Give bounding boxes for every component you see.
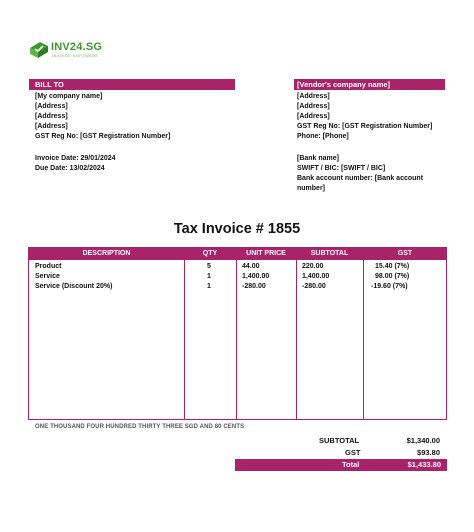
column-divider (236, 260, 237, 419)
col-header-qty: QTY (202, 250, 218, 257)
grand-total-bar (235, 459, 447, 471)
column-divider (184, 260, 185, 419)
invoice-date: Invoice Date: 29/01/2024 (35, 155, 116, 162)
amount-in-words: ONE THOUSAND FOUR HUNDRED THIRTY THREE SGD AND 80 CENTS (35, 424, 245, 430)
logo-icon (28, 40, 50, 60)
row-3-gst: -19.60 (7%) (371, 283, 408, 290)
vendor-header: [Vendor's company name] (294, 79, 445, 90)
invoice-dates (35, 154, 116, 174)
vendor-address-2: [Address] (297, 103, 330, 110)
logo-subtitle: INVOICE SOFTWARE (52, 53, 99, 58)
bill-to-address-2: [Address] (35, 113, 68, 120)
row-1-qty: 5 (207, 263, 211, 270)
row-2-subtotal: 1,400.00 (302, 273, 330, 280)
row-3-description: Service (Discount 20%) (35, 283, 113, 290)
row-1-gst: 15.40 (7%) (375, 263, 410, 270)
bill-to-address-1: [Address] (35, 103, 68, 110)
bill-to-company: [My company name] (35, 93, 103, 100)
subtotal-label: SUBTOTAL (319, 436, 360, 445)
gst-total-value: $93.80 (417, 448, 440, 457)
bank-details (297, 154, 447, 194)
column-divider (296, 260, 297, 419)
row-1-unit-price: 44.00 (242, 263, 260, 270)
column-divider (363, 260, 364, 419)
bank-name: [Bank name] (297, 155, 340, 162)
row-2-unit-price: 1,400.00 (242, 273, 270, 280)
row-1-description: Product (35, 263, 62, 270)
vendor-address-3: [Address] (297, 113, 330, 120)
bill-to-header: BILL TO (29, 79, 235, 90)
bill-to-address-3: [Address] (35, 123, 68, 130)
row-2-description: Service (35, 273, 60, 280)
due-date: Due Date: 13/02/2024 (35, 165, 105, 172)
col-header-description: DESCRIPTION (82, 250, 131, 257)
row-2-qty: 1 (207, 273, 211, 280)
company-logo (28, 38, 108, 62)
bank-swift: SWIFT / BIC: [SWIFT / BIC] (297, 165, 386, 172)
grand-total-label: Total (342, 460, 360, 469)
row-3-unit-price: -280.00 (242, 283, 266, 290)
gst-total-label: GST (345, 448, 361, 457)
table-header (29, 248, 446, 260)
items-table (28, 247, 447, 420)
vendor-address-1: [Address] (297, 93, 330, 100)
subtotal-value: $1,340.00 (406, 436, 440, 445)
row-3-subtotal: -280.00 (302, 283, 326, 290)
col-header-unit-price: UNIT PRICE (246, 250, 286, 257)
vendor-gst-reg: GST Reg No: [GST Registration Number] (297, 123, 433, 130)
col-header-gst: GST (397, 250, 413, 257)
row-2-gst: 98.00 (7%) (375, 273, 410, 280)
bill-to-block (35, 92, 170, 142)
row-1-subtotal: 220.00 (302, 263, 324, 270)
vendor-phone: Phone: [Phone] (297, 133, 349, 140)
invoice-title: Tax Invoice # 1855 (173, 221, 301, 237)
col-header-subtotal: SUBTOTAL (310, 250, 349, 257)
grand-total-value: $1,433.80 (407, 460, 441, 469)
vendor-block (297, 92, 445, 142)
row-3-qty: 1 (207, 283, 211, 290)
bank-account: Bank account number: [Bank account number] (297, 175, 424, 192)
logo-title: INV24.SG (51, 41, 103, 53)
bill-to-gst-reg: GST Reg No: [GST Registration Number] (35, 133, 171, 140)
